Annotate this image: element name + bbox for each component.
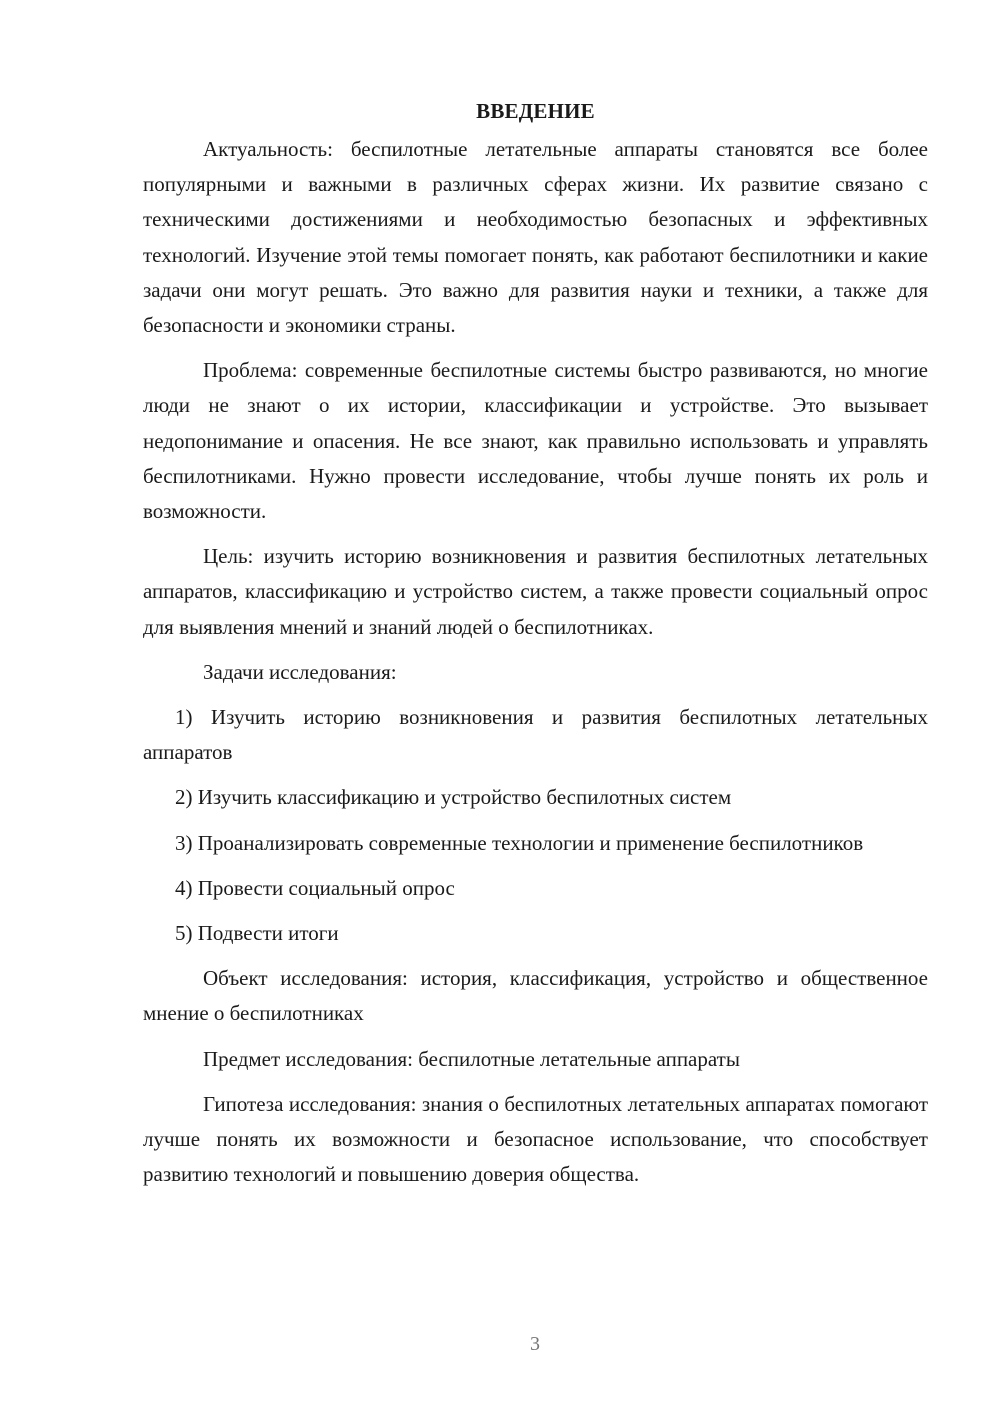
paragraph-problem: Проблема: современные беспилотные системы быстро развиваются, но многие люди не знают о их истории, классификации и устройстве. Это вызывает недопонимание и опасения. Не все знают, как правильно использовать и управлять беспилотниками. Нужно провести исследование, чтобы лучше понять их роль и возможности.: [143, 358, 928, 524]
paragraph-hypothesis: Гипотеза исследования: знания о беспилотных летательных аппаратах помогают лучше понять их возможности и безопасное использование, что способствует развитию технологий и повышению доверия общества.: [143, 1091, 928, 1187]
paragraph-relevance: Актуальность: беспилотные летательные аппараты становятся все более популярными и важными в различных сферах жизни. Их развитие связано с техническими достижениями и необходимостью безопасных и эффективных технологий. Изучение этой темы помогает понять, как работают беспилотники и какие задачи они могут решать. Это важно для развития науки и техники, а также для безопасности и экономики страны.: [143, 137, 928, 338]
task-item-5: 5) Подвести итоги: [175, 921, 339, 946]
section-title: ВВЕДЕНИЕ: [476, 99, 595, 123]
paragraph-goal: Цель: изучить историю возникновения и развития беспилотных летательных аппаратов, классификацию и устройство систем, а также провести социальный опрос для выявления мнений и знаний людей о беспилотниках.: [143, 544, 928, 639]
paragraph-tasks-heading: Задачи исследования:: [203, 659, 397, 684]
task-item-3: 3) Проанализировать современные технологии и применение беспилотников: [175, 830, 864, 855]
task-item-1: 1) Изучить историю возникновения и развития беспилотных летательных аппаратов: [143, 705, 928, 765]
task-item-4: 4) Провести социальный опрос: [175, 875, 455, 900]
task-item-2: 2) Изучить классификацию и устройство беспилотных систем: [175, 785, 732, 810]
paragraph-subject: Предмет исследования: беспилотные летательные аппараты: [203, 1046, 740, 1071]
page-number: 3: [530, 1333, 540, 1355]
paragraph-object: Объект исследования: история, классификация, устройство и общественное мнение о беспилотниках: [143, 966, 928, 1026]
document-page: [143, 96, 928, 1202]
